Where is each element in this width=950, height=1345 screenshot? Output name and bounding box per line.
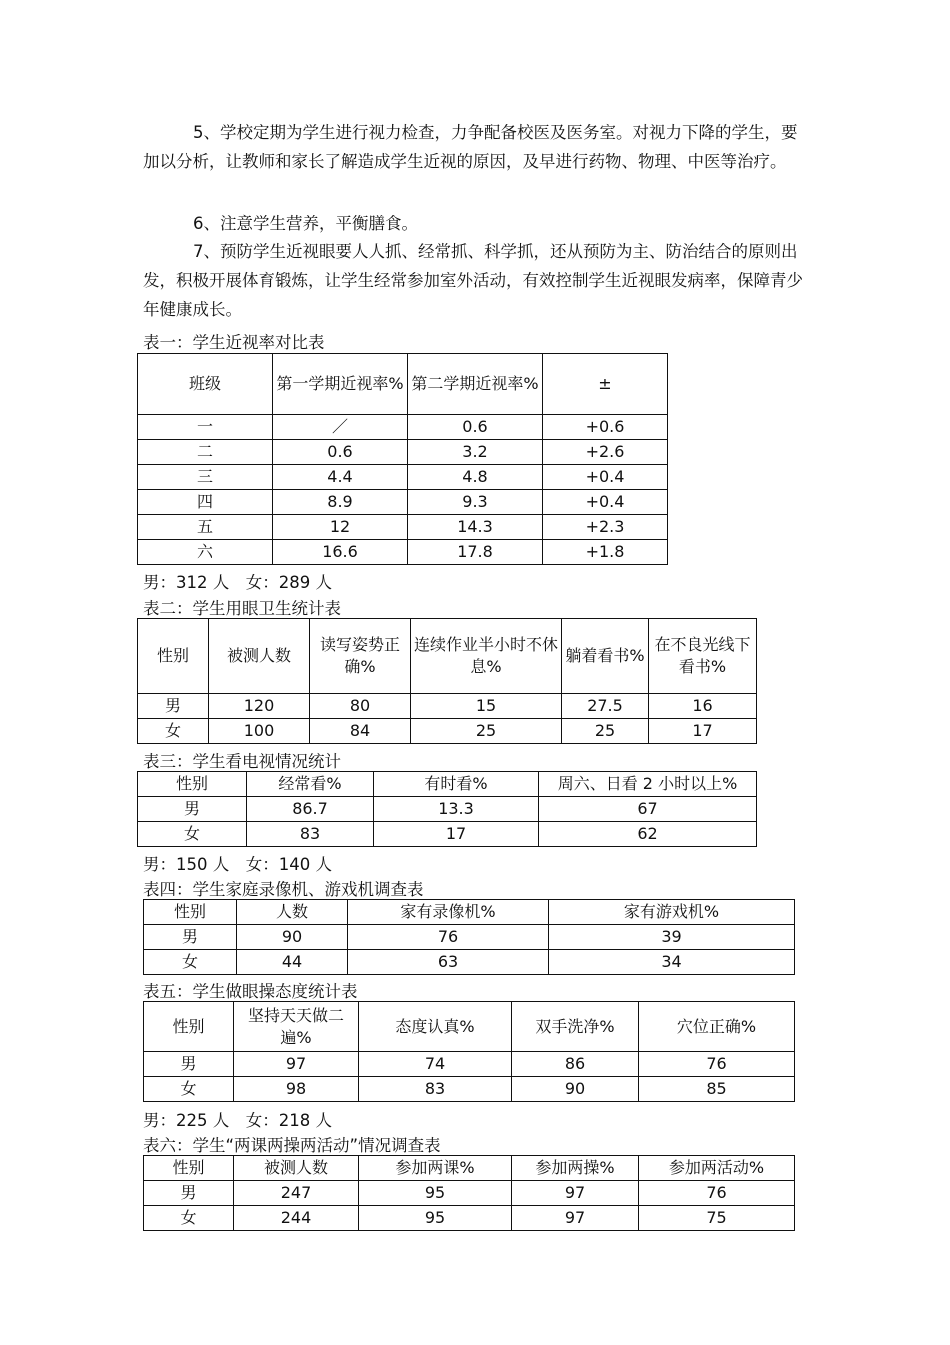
table-cell: 27.5 (562, 694, 649, 719)
table-header-cell: 在不良光线下看书% (649, 619, 757, 694)
table-cell: 44 (237, 950, 348, 975)
table-cell: 85 (639, 1077, 795, 1102)
table-header-cell: 周六、日看 2 小时以上% (539, 772, 757, 797)
table1-caption: 表一：学生近视率对比表 (143, 333, 325, 352)
table-cell: 12 (273, 515, 408, 540)
table-header-cell: 人数 (237, 900, 348, 925)
table-cell: +2.3 (543, 515, 668, 540)
table-cell: 女 (138, 822, 247, 847)
table-cell: 9.3 (408, 490, 543, 515)
table-header-cell: 家有录像机% (348, 900, 549, 925)
table-cell: +0.6 (543, 415, 668, 440)
table-cell: 39 (549, 925, 795, 950)
table-row (138, 490, 668, 515)
table-header-cell: 班级 (138, 354, 273, 415)
table-cell: 一 (138, 415, 273, 440)
table-cell: 女 (144, 1077, 234, 1102)
table-row (138, 515, 668, 540)
note-students-count: 男：225 人 女：218 人 (143, 1111, 332, 1130)
table-row (138, 540, 668, 565)
table4-caption: 表四：学生家庭录像机、游戏机调查表 (143, 880, 424, 899)
table-header-cell: 性别 (144, 1002, 234, 1052)
table-cell: 三 (138, 465, 273, 490)
table-cell: 四 (138, 490, 273, 515)
table-cell: 120 (209, 694, 310, 719)
table-header-row (138, 772, 757, 797)
table-cell: 76 (639, 1052, 795, 1077)
table-row (138, 440, 668, 465)
table-cell: 95 (359, 1206, 512, 1231)
table-header-cell: 穴位正确% (639, 1002, 795, 1052)
table-cell: 97 (234, 1052, 359, 1077)
table-cell: 247 (234, 1181, 359, 1206)
table-cell: 76 (348, 925, 549, 950)
table-row (138, 465, 668, 490)
table-header-cell: 被测人数 (209, 619, 310, 694)
table-cell: +2.6 (543, 440, 668, 465)
table-row (144, 1181, 795, 1206)
table-cell: 14.3 (408, 515, 543, 540)
table-header-cell: 经常看% (247, 772, 374, 797)
table-cell: 63 (348, 950, 549, 975)
table-cell: 83 (359, 1077, 512, 1102)
table-row (144, 925, 795, 950)
table-cell: 84 (310, 719, 411, 744)
table-header-cell: 态度认真% (359, 1002, 512, 1052)
table-header-cell: 第一学期近视率% (273, 354, 408, 415)
note-students-count: 男：150 人 女：140 人 (143, 855, 332, 874)
table-header-cell: ± (543, 354, 668, 415)
table-cell: ／ (273, 415, 408, 440)
table-header-cell: 读写姿势正确% (310, 619, 411, 694)
table-cell: +1.8 (543, 540, 668, 565)
table-header-row (144, 1002, 795, 1052)
table-cell: 8.9 (273, 490, 408, 515)
table-cell: 67 (539, 797, 757, 822)
table-header-cell: 双手洗净% (512, 1002, 639, 1052)
table-cell: 4.8 (408, 465, 543, 490)
table-cell: 97 (512, 1181, 639, 1206)
table-cell: 90 (237, 925, 348, 950)
table-cell: 女 (144, 1206, 234, 1231)
table-cell: 86 (512, 1052, 639, 1077)
table-cell: 男 (138, 797, 247, 822)
table3-caption: 表三：学生看电视情况统计 (143, 752, 341, 771)
table-header-cell: 连续作业半小时不休息% (411, 619, 562, 694)
table-header-row (138, 354, 668, 415)
table-cell: 二 (138, 440, 273, 465)
table-cell: 83 (247, 822, 374, 847)
table5-eye-exercise (143, 1001, 795, 1102)
table-row (138, 719, 757, 744)
table-cell: +0.4 (543, 490, 668, 515)
table-cell: 90 (512, 1077, 639, 1102)
table2-caption: 表二：学生用眼卫生统计表 (143, 599, 341, 618)
table-header-row (138, 619, 757, 694)
table-cell: 男 (144, 1181, 234, 1206)
table-cell: 男 (144, 1052, 234, 1077)
table-row (144, 1206, 795, 1231)
table-cell: 13.3 (374, 797, 539, 822)
table-header-cell: 性别 (144, 1156, 234, 1181)
table5-caption: 表五：学生做眼操态度统计表 (143, 982, 358, 1001)
table-cell: 25 (411, 719, 562, 744)
table-row (138, 797, 757, 822)
table-header-cell: 家有游戏机% (549, 900, 795, 925)
table-cell: 女 (144, 950, 237, 975)
table-cell: 86.7 (247, 797, 374, 822)
table-cell: 女 (138, 719, 209, 744)
table-cell: 62 (539, 822, 757, 847)
table-cell: 97 (512, 1206, 639, 1231)
table-cell: 五 (138, 515, 273, 540)
table-header-row (144, 900, 795, 925)
table-header-cell: 第二学期近视率% (408, 354, 543, 415)
table2-eye-hygiene (137, 618, 757, 744)
table-header-cell: 躺着看书% (562, 619, 649, 694)
table-cell: 25 (562, 719, 649, 744)
paragraph-6: 6、注意学生营养，平衡膳食。 (193, 214, 418, 233)
table-cell: 六 (138, 540, 273, 565)
table-row (138, 694, 757, 719)
table-cell: 3.2 (408, 440, 543, 465)
table-header-cell: 参加两操% (512, 1156, 639, 1181)
table-header-cell: 参加两课% (359, 1156, 512, 1181)
table-header-cell: 性别 (138, 619, 209, 694)
table-header-cell: 坚持天天做二遍% (234, 1002, 359, 1052)
table1-myopia-rate (137, 353, 668, 565)
paragraph-7: 7、预防学生近视眼要人人抓、经常抓、科学抓，还从预防为主、防治结合的原则出发，积极开展体育锻炼，让学生经常参加室外活动，有效控制学生近视眼发病率，保障青少年健康成长。 (143, 242, 803, 319)
table-header-cell: 有时看% (374, 772, 539, 797)
table-header-cell: 参加两活动% (639, 1156, 795, 1181)
table-cell: 男 (144, 925, 237, 950)
table-cell: 76 (639, 1181, 795, 1206)
table-row (138, 415, 668, 440)
table-cell: 74 (359, 1052, 512, 1077)
table-cell: 男 (138, 694, 209, 719)
table4-video-game-devices (143, 899, 795, 975)
table-cell: 4.4 (273, 465, 408, 490)
note-students-count: 男：312 人 女：289 人 (143, 573, 332, 592)
table-cell: 17 (649, 719, 757, 744)
table-cell: 95 (359, 1181, 512, 1206)
table-cell: 0.6 (408, 415, 543, 440)
paragraph-5: 5、学校定期为学生进行视力检查，力争配备校医及医务室。对视力下降的学生，要加以分析，让教师和家长了解造成学生近视的原因，及早进行药物、物理、中医等治疗。 (143, 123, 798, 171)
table-cell: 17 (374, 822, 539, 847)
table-cell: 100 (209, 719, 310, 744)
table-cell: 0.6 (273, 440, 408, 465)
table-cell: 16 (649, 694, 757, 719)
table-header-cell: 性别 (144, 900, 237, 925)
table-cell: 98 (234, 1077, 359, 1102)
table-cell: 15 (411, 694, 562, 719)
table-cell: 34 (549, 950, 795, 975)
table-cell: +0.4 (543, 465, 668, 490)
table-row (138, 822, 757, 847)
table3-tv-watching (137, 771, 757, 847)
table-cell: 16.6 (273, 540, 408, 565)
table-row (144, 1077, 795, 1102)
table-row (144, 1052, 795, 1077)
table-header-row (144, 1156, 795, 1181)
table-header-cell: 性别 (138, 772, 247, 797)
table-cell: 80 (310, 694, 411, 719)
table-header-cell: 被测人数 (234, 1156, 359, 1181)
table-cell: 17.8 (408, 540, 543, 565)
table-cell: 244 (234, 1206, 359, 1231)
table6-activities (143, 1155, 795, 1231)
table6-caption: 表六：学生“两课两操两活动”情况调查表 (143, 1136, 441, 1155)
table-cell: 75 (639, 1206, 795, 1231)
table-row (144, 950, 795, 975)
